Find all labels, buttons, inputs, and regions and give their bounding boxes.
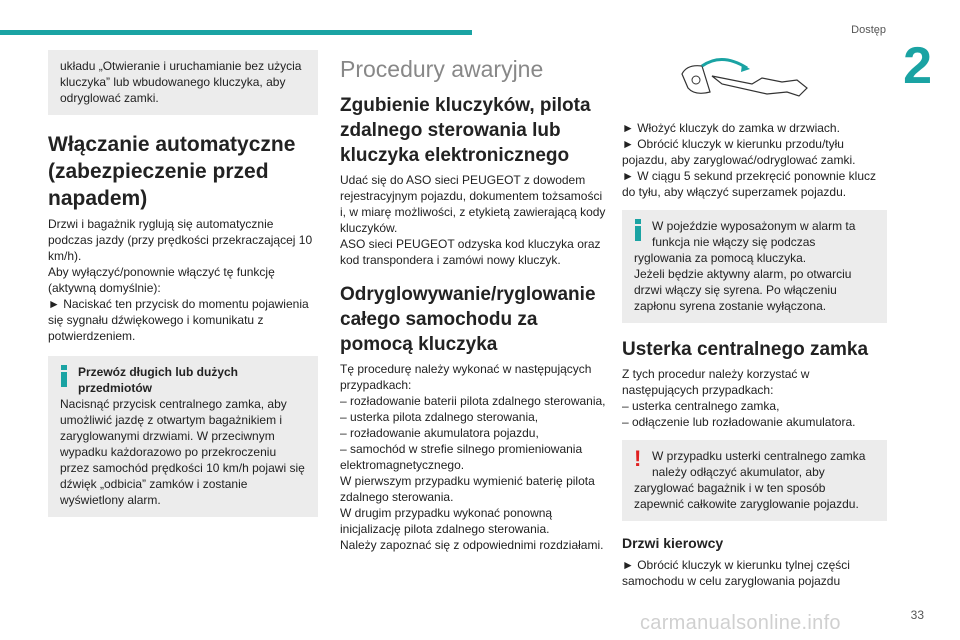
header-accent-bar xyxy=(0,30,472,35)
heading-auto-locking: Włączanie automatyczne (zabezpieczenie przed napadem) xyxy=(48,133,296,210)
watermark: carmanualsonline.info xyxy=(640,612,841,634)
continued-note-box xyxy=(48,50,318,115)
heading-central-lock-fault: Usterka centralnego zamka xyxy=(622,339,869,360)
section-title: Dostęp xyxy=(851,24,886,36)
warning-first: W przypadku usterki centralnego zamka należy odłączyć akumulator, aby xyxy=(652,449,866,479)
lost-keys-body: Udać się do ASO sieci PEUGEOT z dowodem rejestracyjnym pojazdu, dokumentem tożsamości i, w miarę możliwości, z etykietą zawierającą kody kluczyków. ASO sieci PEUGEOT odzyska kod kluczyka oraz kod transpondera i zamówi nowy kluczyk. xyxy=(340,173,606,267)
chapter-number: 2 xyxy=(903,37,932,95)
page-number: 33 xyxy=(910,608,924,622)
warning-box-battery xyxy=(622,440,887,521)
info-box-long-objects xyxy=(48,356,318,517)
info-icon xyxy=(58,365,70,387)
info-title: Przewóz długich lub dużych przedmiotów xyxy=(78,365,239,395)
key-in-lock-illustration xyxy=(672,54,832,109)
warning-rest: zaryglować bagażnik i w ten sposób zapewnić całkowite zaryglowanie pojazdu. xyxy=(634,481,859,511)
central-lock-body: Z tych procedur należy korzystać w następujących przypadkach: – usterka centralnego zamka, – odłączenie lub rozładowanie akumulatora. xyxy=(622,367,856,429)
key-steps: ► Włożyć kluczyk do zamka w drzwiach. ► Obrócić kluczyk w kierunku przodu/tyłu pojazdu, aby zaryglować/odryglować zamki. ► W ciągu 5 sekund przekręcić ponownie klucz do tyłu, aby włączyć superzamek pojazdu. xyxy=(622,121,876,199)
heading-emergency-procedures: Procedury awaryjne xyxy=(340,56,544,82)
key-unlocking-body: Tę procedurę należy wykonać w następujących przypadkach: – rozładowanie baterii pilota zdalnego sterowania, – usterka pilota zdalnego sterowania, – rozładowanie akumulatora pojazdu, – samochód w strefie silnego promieniowania elektromagnetycznego. W pierwszym przypadku wymienić baterię pilota zdalnego sterowania. W drugim przypadku wykonać ponowną inicjalizację pilota zdalnego sterowania. Należy zapoznać się z odpowiednimi rozdziałami. xyxy=(340,362,606,552)
column-right xyxy=(622,50,887,589)
auto-locking-body: Drzwi i bagażnik ryglują się automatycznie podczas jazdy (przy prędkości przekraczającej 10 km/h). Aby wyłączyć/ponownie włączyć tę funkcję (aktywną domyślnie): ► Naciskać ten przycisk do momentu pojawienia się sygnału dźwiękowego i komunikatu z potwierdzeniem. xyxy=(48,217,313,343)
column-middle xyxy=(340,50,610,553)
continued-note-text: układu „Otwieranie i uruchamianie bez użycia kluczyka” lub wbudowanego kluczyka, aby odryglować zamki. xyxy=(60,59,302,105)
alarm-info-rest: ryglowania za pomocą kluczyka. Jeżeli będzie aktywny alarm, po otwarciu drzwi włączy się syrena. Po włączeniu zapłonu syrena zostanie wyłączona. xyxy=(634,251,852,313)
column-left xyxy=(48,50,318,517)
alarm-info-first: W pojeździe wyposażonym w alarm ta funkcja nie włączy się podczas xyxy=(652,219,856,249)
heading-lost-keys: Zgubienie kluczyków, pilota zdalnego sterowania lub kluczyka elektronicznego xyxy=(340,95,591,166)
info-box-alarm xyxy=(622,210,887,323)
heading-driver-door: Drzwi kierowcy xyxy=(622,535,724,551)
info-icon xyxy=(632,219,644,241)
heading-key-unlocking: Odryglowywanie/ryglowanie całego samochodu za pomocą kluczyka xyxy=(340,284,596,355)
warning-icon: ! xyxy=(634,446,642,471)
driver-door-body: ► Obrócić kluczyk w kierunku tylnej części samochodu w celu zaryglowania pojazdu xyxy=(622,558,850,588)
info-body: Nacisnąć przycisk centralnego zamka, aby umożliwić jazdę z otwartym bagażnikiem i zaryglowanymi drzwiami. W przeciwnym wypadku każdorazowo po przekroczeniu przez samochód prędkości 10 km/h pojawi się dźwięk „odbicia” zamków i zostanie wyświetlony alarm. xyxy=(60,397,305,507)
